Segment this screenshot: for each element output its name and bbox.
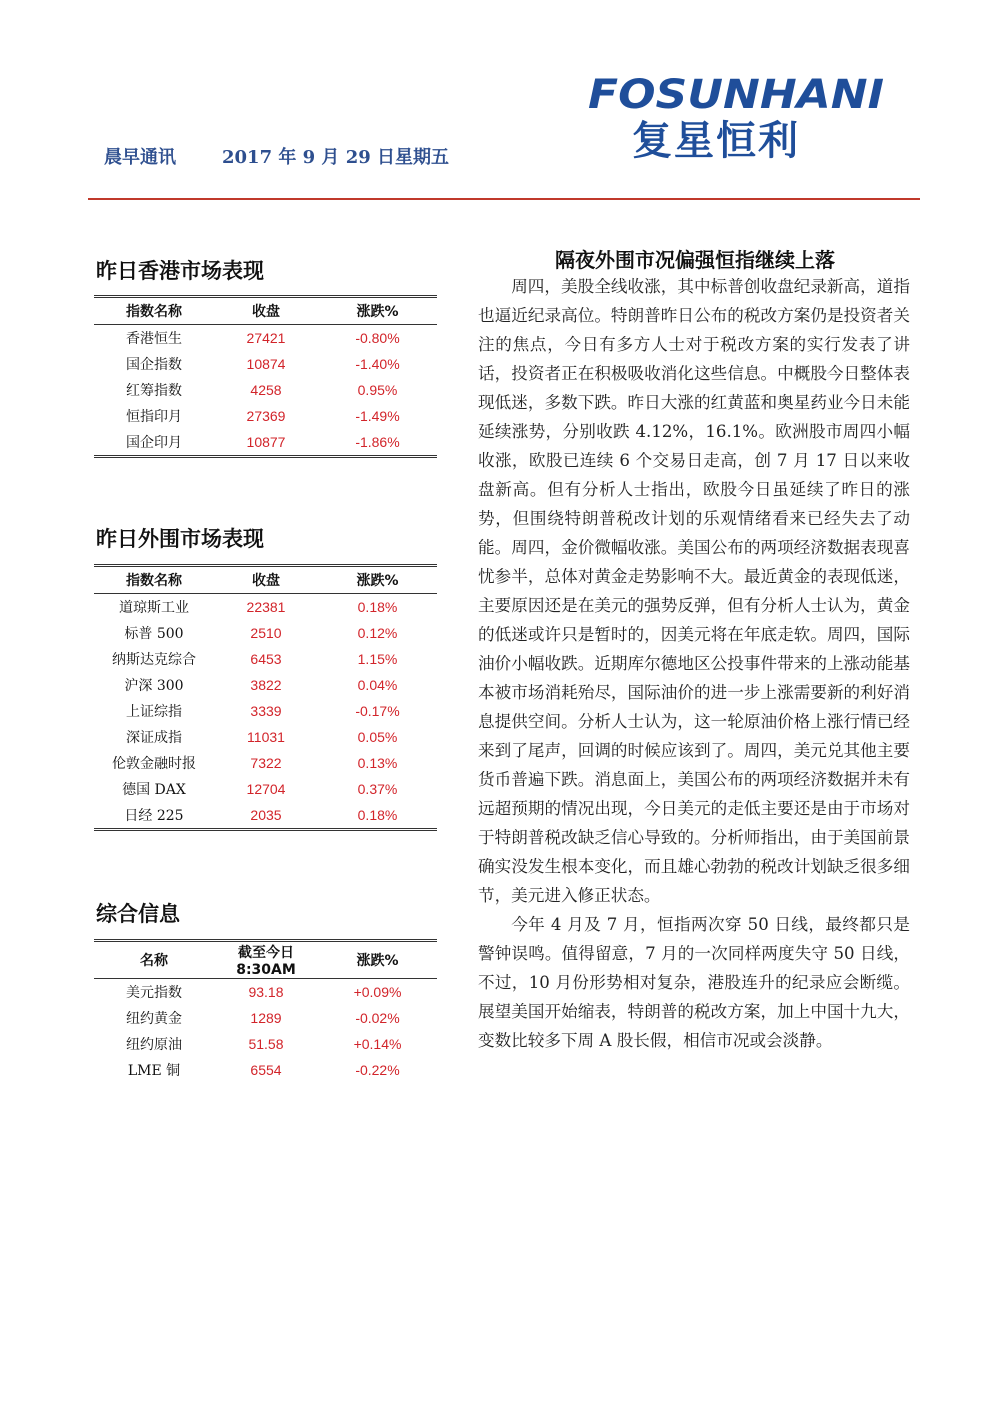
col-header-change: 涨跌% [318, 297, 437, 325]
close-value-cell: 3822 [250, 677, 282, 693]
index-name-cell: 纳斯达克综合 [112, 652, 196, 668]
table-row [94, 646, 437, 672]
table-row [94, 724, 437, 750]
change-pct-cell: -0.17% [355, 703, 400, 719]
change-pct-cell: +0.14% [353, 1036, 402, 1052]
col-header-time: 截至今日 8:30AM [214, 941, 318, 979]
change-pct-cell: 0.12% [357, 625, 398, 641]
change-pct-cell: -0.22% [355, 1062, 400, 1078]
table-row [94, 698, 437, 724]
close-value-cell: 11031 [247, 729, 285, 745]
index-name-cell: 香港恒生 [126, 331, 182, 347]
index-name-cell: 美元指数 [126, 985, 182, 1001]
index-name-cell: 纽约原油 [126, 1037, 182, 1053]
index-name-cell: 国企指数 [126, 357, 182, 373]
table-row [94, 802, 437, 830]
close-value-cell: 22381 [246, 599, 286, 615]
table-row [94, 979, 437, 1006]
index-name-cell: LME 铜 [127, 1063, 181, 1079]
table-header-row [94, 566, 437, 594]
change-pct-cell: 0.05% [357, 729, 398, 745]
col-header-close: 收盘 [214, 297, 318, 325]
change-pct-cell: 0.04% [357, 677, 398, 693]
composite-info-title: 综合信息 [96, 902, 180, 926]
change-pct-cell: 0.13% [357, 755, 398, 771]
close-value-cell: 12704 [246, 781, 286, 797]
change-pct-cell: -1.40% [355, 356, 400, 372]
close-value-cell: 27421 [246, 330, 286, 346]
logo-wordmark [588, 72, 888, 116]
table-row [94, 594, 437, 621]
close-value-cell: 10877 [214, 429, 318, 457]
publication-name: 晨早通讯 [104, 147, 176, 168]
table-row [94, 377, 437, 403]
change-pct-cell: 1.15% [357, 651, 398, 667]
change-pct-cell: -0.02% [355, 1010, 400, 1026]
table-row [94, 1031, 437, 1057]
table-row [94, 776, 437, 802]
change-pct-cell: 0.18% [318, 802, 437, 830]
table-row [94, 1057, 437, 1083]
global-market-table [94, 564, 437, 831]
table-row [94, 429, 437, 457]
report-date: 2017 年 9 月 29 日星期五 [222, 147, 450, 168]
index-name-cell: 德国 DAX [122, 782, 186, 798]
table-row [94, 325, 437, 352]
index-name-cell: 深证成指 [126, 730, 182, 746]
index-name-cell: 标普 500 [124, 626, 184, 642]
col-header-name: 名称 [94, 941, 214, 979]
close-value-cell: 6453 [250, 651, 282, 667]
table-row [94, 1005, 437, 1031]
logo-chinese: 复星恒利 [632, 118, 800, 164]
index-name-cell: 红筹指数 [126, 383, 182, 399]
index-name-cell: 上证综指 [126, 704, 182, 720]
index-name-cell: 国企印月 [94, 429, 214, 457]
close-value-cell: 1289 [250, 1010, 282, 1026]
close-value-cell: 10874 [246, 356, 286, 372]
index-name-cell: 沪深 300 [124, 678, 184, 694]
article-title: 隔夜外围市况偏强恒指继续上落 [555, 248, 835, 272]
index-name-cell: 伦敦金融时报 [112, 756, 196, 772]
svg-text:FOSUNHANI: FOSUNHANI [588, 72, 885, 116]
index-name-cell: 恒指印月 [126, 409, 182, 425]
change-pct-cell: 0.18% [357, 599, 398, 615]
table-header-row [94, 297, 437, 325]
hk-market-title: 昨日香港市场表现 [96, 259, 264, 283]
index-name-cell: 日经 225 [94, 802, 214, 830]
col-header-change: 涨跌% [318, 941, 437, 979]
close-value-cell: 51.58 [248, 1036, 284, 1052]
article-body [478, 272, 910, 1055]
fosun-hani-logo [588, 72, 888, 167]
index-name-cell: 道琼斯工业 [119, 600, 189, 616]
change-pct-cell: -1.49% [355, 408, 400, 424]
change-pct-cell: 0.37% [357, 781, 398, 797]
close-value-cell: 7322 [250, 755, 282, 771]
header-divider [88, 198, 920, 200]
close-value-cell: 4258 [250, 382, 282, 398]
close-value-cell: 93.18 [248, 984, 284, 1000]
report-header [104, 143, 449, 169]
change-pct-cell: +0.09% [353, 984, 402, 1000]
col-header-close: 收盘 [214, 566, 318, 594]
article-paragraph: 今年 4 月及 7 月，恒指两次穿 50 日线，最终都只是警钟误鸣。值得留意，7 月的一次同样两度失守 50 日线，不过，10 月份形势相对复杂，港股连升的纪录应会断缆。展望美国开始缩表，特朗普的税改方案，加上中国十九大，变数比较多下周 A 股长假，相信市况或会淡静。 [478, 915, 910, 1050]
article-paragraph: 周四，美股全线收涨，其中标普创收盘纪录新高，道指也逼近纪录高位。特朗普昨日公布的税改方案仍是投资者关注的焦点，今日有多方人士对于税改方案的实行发表了讲话，投资者正在积极吸收消化这些信息。中概股今日整体表现低迷，多数下跌。昨日大涨的红黄蓝和奥星药业今日未能延续涨势，分别收跌 4.12%，16.1%。欧洲股市周四小幅收涨，欧股已连续 6 个交易日走高，创 7 月 17 日以来收盘新高。但有分析人士指出，欧股今日虽延续了昨日的涨势，但围绕特朗普税改计划的乐观情绪看来已经失去了动能。周四，金价微幅收涨。美国公布的两项经济数据表现喜忧参半，总体对黄金走势影响不大。最近黄金的表现低迷，主要原因还是在美元的强势反弹，但有分析人士认为，黄金的低迷或许只是暂时的，因美元将在年底走软。周四，国际油价小幅收跌。近期库尔德地区公投事件带来的上涨动能基本被市场消耗殆尽，国际油价的进一步上涨需要新的利好消息提供空间。分析人士认为，这一轮原油价格上涨行情已经来到了尾声，回调的时候应该到了。周四，美元兑其他主要货币普遍下跌。消息面上，美国公布的两项经济数据并未有远超预期的情况出现，今日美元的走低主要还是由于市场对于特朗普税改缺乏信心导致的。分析师指出，由于美国前景确实没发生根本变化，而且雄心勃勃的税改计划缺乏很多细节，美元进入修正状态。 [478, 277, 910, 905]
table-row [94, 620, 437, 646]
table-row [94, 351, 437, 377]
close-value-cell: 27369 [246, 408, 286, 424]
table-row [94, 672, 437, 698]
close-value-cell: 6554 [250, 1062, 282, 1078]
table-row [94, 750, 437, 776]
col-header-change: 涨跌% [318, 566, 437, 594]
col-header-name: 指数名称 [94, 297, 214, 325]
index-name-cell: 纽约黄金 [126, 1011, 182, 1027]
change-pct-cell: -0.80% [355, 330, 400, 346]
change-pct-cell: -1.86% [318, 429, 437, 457]
close-value-cell: 2035 [214, 802, 318, 830]
close-value-cell: 3339 [250, 703, 282, 719]
col-header-name: 指数名称 [94, 566, 214, 594]
hk-market-table [94, 295, 437, 458]
global-market-title: 昨日外围市场表现 [96, 527, 264, 551]
change-pct-cell: 0.95% [357, 382, 398, 398]
table-row [94, 403, 437, 429]
close-value-cell: 2510 [250, 625, 282, 641]
table-header-row [94, 941, 437, 979]
composite-info-table [94, 939, 437, 1083]
